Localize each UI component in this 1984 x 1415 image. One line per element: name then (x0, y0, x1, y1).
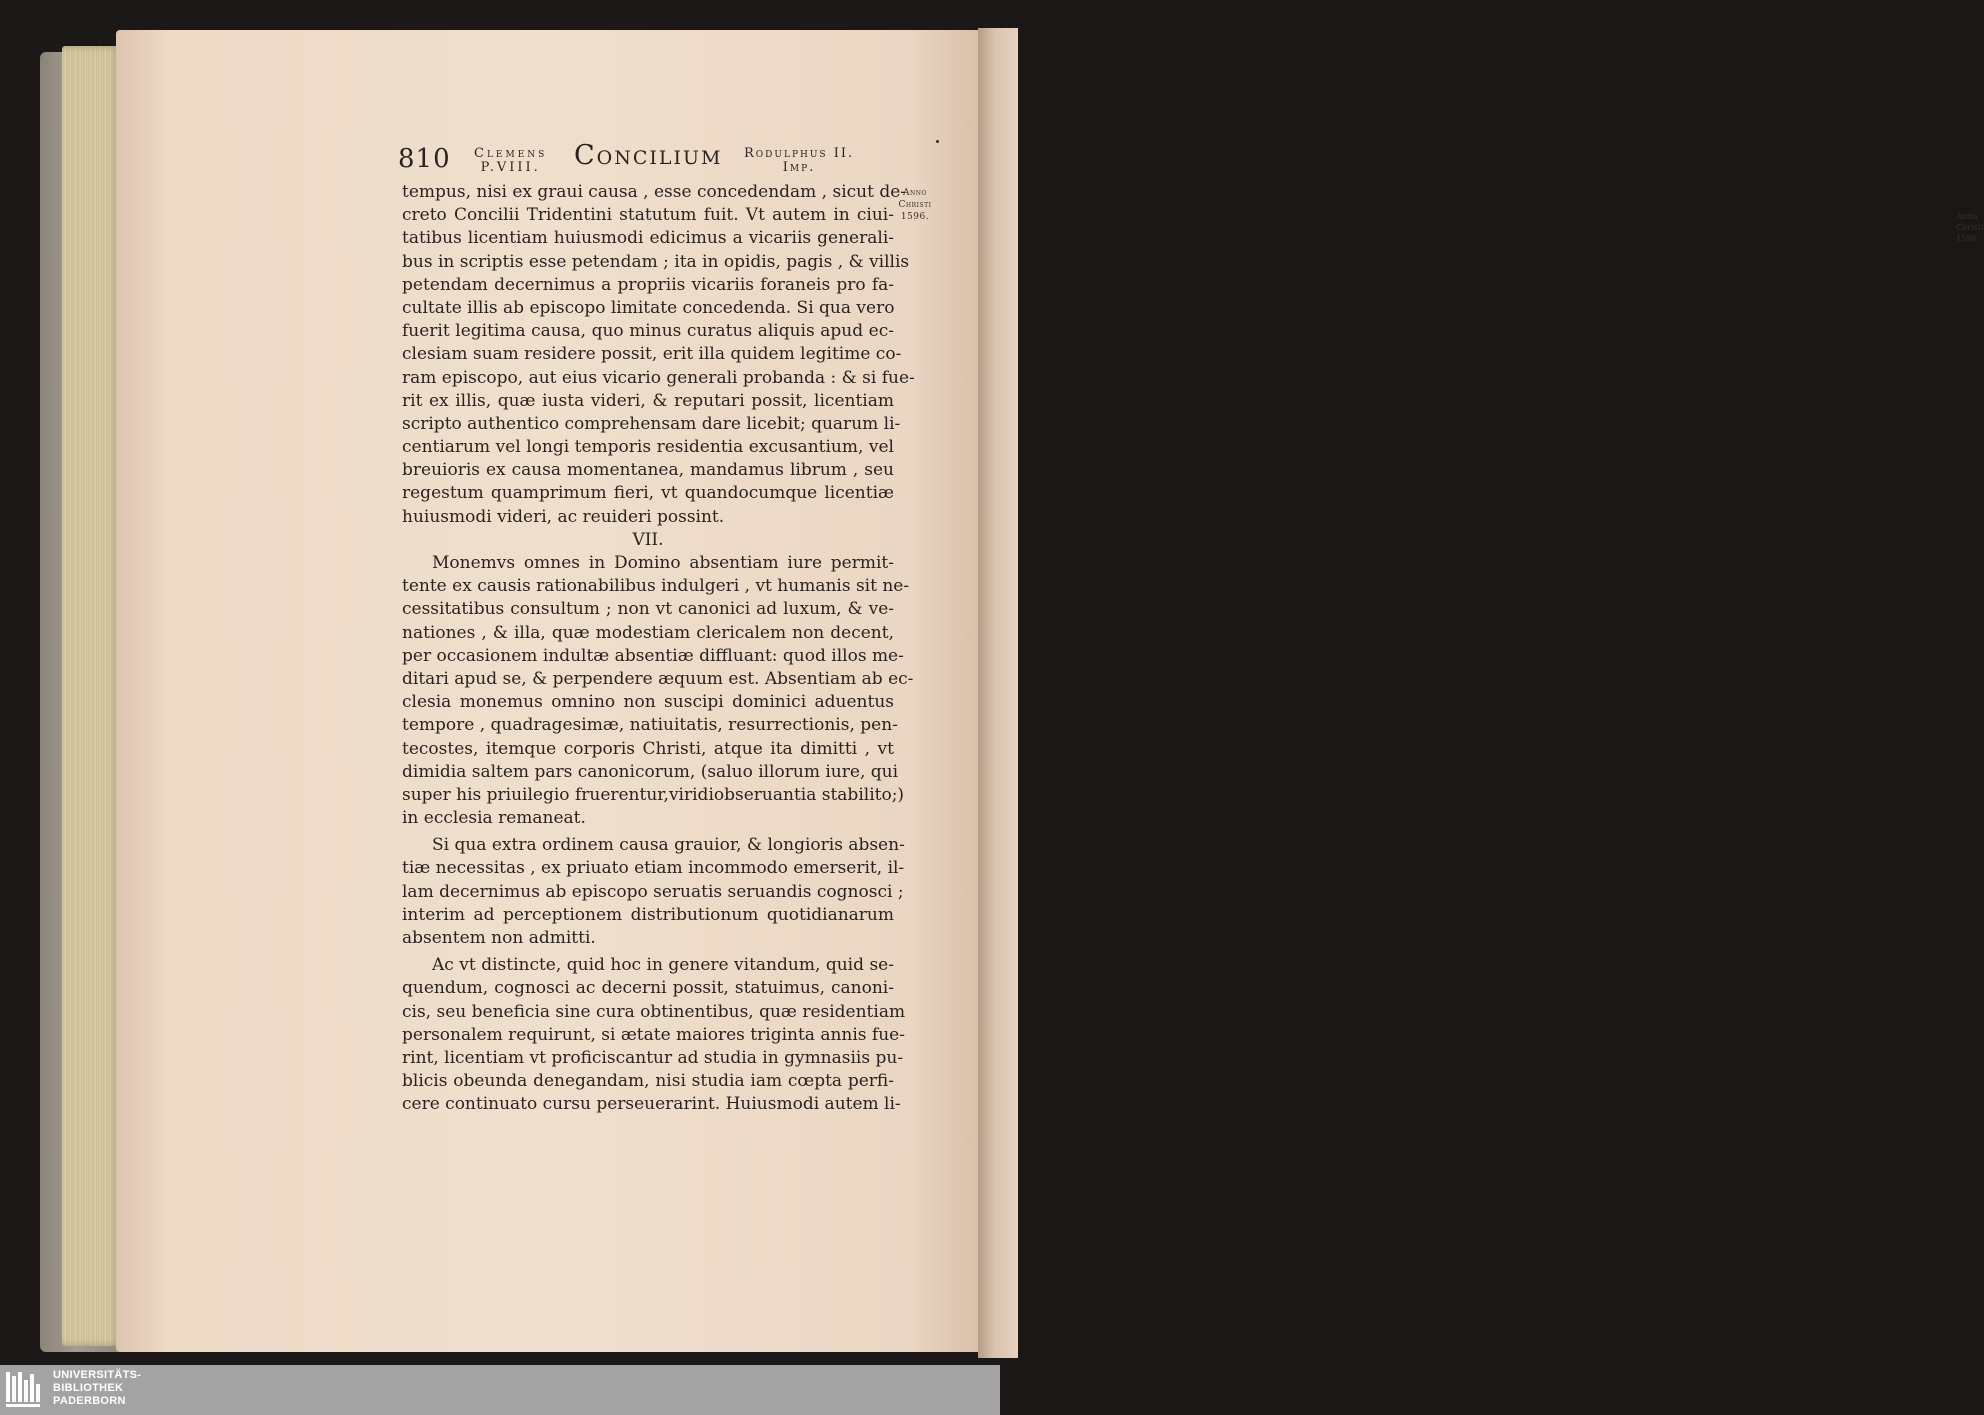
text-line: lam decernimus ab episcopo seruatis seruandis cognosci ; (402, 881, 904, 902)
section-heading: VII. (632, 529, 664, 550)
text-line: petendam decernimus a propriis vicariis foraneis pro fa- (402, 274, 894, 295)
text-line: Si qua extra ordinem causa grauior, & longioris absen- (432, 835, 905, 856)
text-line: tecostes, itemque corporis Christi, atque ita dimitti , vt (402, 738, 894, 759)
text-line: ram episcopo, aut eius vicario generali probanda : & si fue- (402, 367, 915, 388)
facing-margin-note-line: Anno (1956, 212, 1978, 221)
facing-page-margin-note (1956, 211, 1984, 244)
running-head-title: Concilium (574, 140, 723, 171)
margin-note-line: Anno (903, 188, 927, 198)
page-stack-edge (62, 46, 122, 1346)
text-line: huiusmodi videri, ac reuideri possint. (402, 506, 725, 527)
text-line: in ecclesia remaneat. (402, 808, 586, 829)
text-line: interim ad perceptionem distributionum quotidianarum (402, 904, 894, 925)
text-line: cis, seu beneficia sine cura obtinentibus, quæ residentiam (402, 1001, 906, 1022)
running-head-left (474, 147, 547, 175)
library-logo-text (53, 1369, 141, 1408)
text-line: regestum quamprimum fieri, vt quandocumque licentiæ (402, 483, 894, 504)
text-line: per occasionem indultæ absentiæ diffluant: quod illos me- (402, 645, 904, 666)
text-line: cessitatibus consultum ; non vt canonici ad luxum, & ve- (402, 599, 894, 620)
page-number: 810 (398, 144, 451, 174)
text-line: personalem requirunt, si ætate maiores triginta annis fue- (402, 1024, 905, 1045)
text-line: dimidia saltem pars canonicorum, (saluo illorum iure, qui (402, 761, 899, 782)
text-line: tempore , quadragesimæ, natiuitatis, resurrectionis, pen- (402, 715, 898, 736)
text-line: ditari apud se, & perpendere æquum est. Absentiam ab ec- (402, 668, 914, 689)
text-line: bus in scriptis esse petendam ; ita in opidis, pagis , & villis (402, 251, 910, 272)
text-line: cere continuato cursu perseuerarint. Huiusmodi autem li- (402, 1094, 901, 1115)
text-line: creto Concilii Tridentini statutum fuit. Vt autem in ciui- (402, 205, 894, 226)
text-line: tempus, nisi ex graui causa , esse concedendam , sicut de- (402, 182, 907, 202)
library-logo-icon (4, 1370, 46, 1410)
text-line: fuerit legitima causa, quo minus curatus aliquis apud ec- (402, 321, 894, 342)
text-line: tente ex causis rationabilibus indulgeri , vt humanis sit ne- (402, 576, 910, 597)
text-line: Ac vt distincte, quid hoc in genere vitandum, quid se- (432, 955, 894, 976)
text-line: rit ex illis, quæ iusta videri, & reputari possit, licentiam (402, 390, 894, 411)
logo-text-line: PADERBORN (53, 1395, 126, 1407)
text-line: nationes , & illa, quæ modestiam clericalem non decent, (402, 622, 894, 643)
text-line: scripto authentico comprehensam dare licebit; quarum li- (402, 413, 901, 434)
text-line: super his priuilegio fruerentur,viridiobseruantia stabilito;) (402, 784, 905, 805)
ink-speck (936, 140, 939, 143)
running-head-right-line: Imp. (782, 160, 816, 175)
text-line: rint, licentiam vt proficiscantur ad studia in gymnasiis pu- (402, 1047, 904, 1068)
running-head-right (744, 147, 854, 175)
text-line: tiæ necessitas , ex priuato etiam incommodo emerserit, il- (402, 858, 905, 879)
text-line: blicis obeunda denegandam, nisi studia iam cœpta perfi- (402, 1071, 894, 1092)
text-line: absentem non admitti. (402, 928, 596, 948)
logo-text-line: UNIVERSITÄTS- (53, 1369, 142, 1381)
running-head-left-line: Clemens (474, 146, 548, 161)
running-head-left-line: P.VIII. (480, 160, 541, 175)
text-line: quendum, cognosci ac decerni possit, statuimus, canoni- (402, 978, 894, 999)
margin-note-line: 1596. (900, 212, 930, 222)
facing-page-edge (978, 28, 1984, 1358)
margin-note-line: Christi (898, 200, 932, 210)
text-line: clesiam suam residere possit, erit illa quidem legitime co- (402, 344, 902, 365)
text-line: Monemvs omnes in Domino absentiam iure permit- (432, 553, 894, 573)
text-line: centiarum vel longi temporis residentia excusantium, vel (402, 437, 894, 458)
text-line: tatibus licentiam huiusmodi edicimus a vicariis generali- (402, 228, 894, 249)
facing-margin-note-line: 1596. (1956, 234, 1979, 243)
library-footer-bar (0, 1365, 1000, 1415)
text-line: breuioris ex causa momentanea, mandamus librum , seu (402, 460, 894, 481)
text-line: clesia monemus omnino non suscipi dominici aduentus (402, 692, 894, 713)
text-line: cultate illis ab episcopo limitate concedenda. Si qua vero (402, 297, 895, 318)
logo-text-line: BIBLIOTHEK (53, 1382, 124, 1394)
running-head-right-line: Rodulphus II. (744, 146, 855, 161)
facing-margin-note-line: Christi (1956, 223, 1984, 232)
